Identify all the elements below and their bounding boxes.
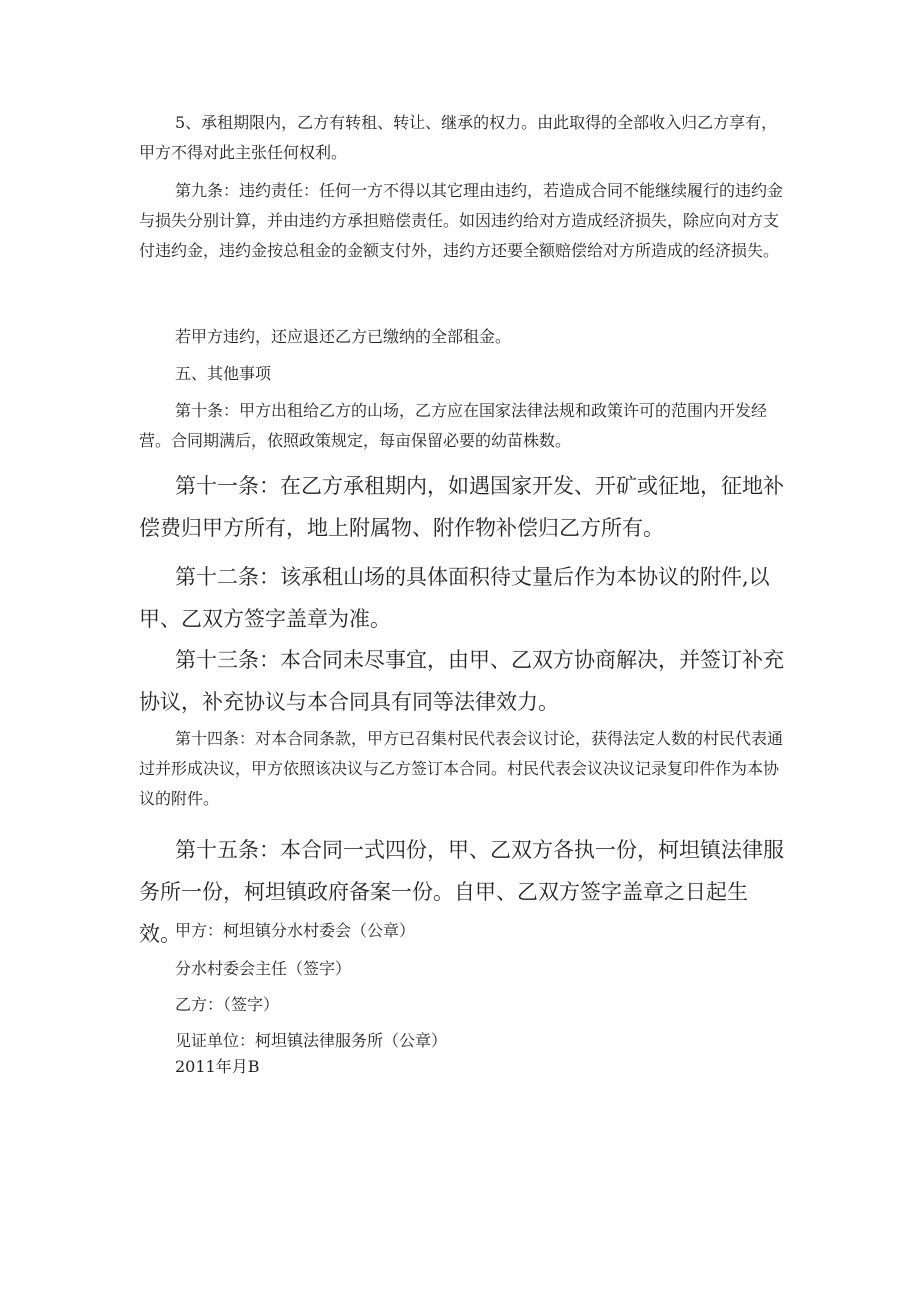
clause-5-paragraph: 5、承租期限内，乙方有转租、转让、继承的权力。由此取得的全部收入归乙方享有，甲方不得对此主张任何权利。 — [139, 113, 778, 162]
party-a-signature-line: 甲方：柯坦镇分水村委会（公章） — [175, 921, 416, 940]
party-b-signature-line: 乙方：（签字） — [175, 995, 280, 1014]
article-13-paragraph: 第十三条：本合同未尽事宜，由甲、乙双方协商解决，并签订补充协议，补充协议与本合同具有同等法律效力。 — [139, 648, 784, 714]
article-14-paragraph: 第十四条：对本合同条款，甲方已召集村民代表会议讨论，获得法定人数的村民代表通过并形成决议，甲方依照该决议与乙方签订本合同。村民代表会议决议记录复印件作为本协议的附件。 — [139, 729, 784, 808]
section-heading-other-matters: 五、其他事项 — [175, 364, 272, 383]
article-15-paragraph: 第十五条：本合同一式四份，甲、乙双方各执一份，柯坦镇法律服务所一份，柯坦镇政府备案一份。自甲、乙双方签字盖章之日起生效。 — [139, 838, 784, 946]
signing-date: 2011年月B — [175, 1057, 260, 1076]
director-signature-line: 分水村委会主任（签字） — [175, 959, 352, 978]
witness-signature-line: 见证单位：柯坦镇法律服务所（公章） — [175, 1031, 448, 1050]
article-12-paragraph: 第十二条：该承租山场的具体面积待丈量后作为本协议的附件,以甲、乙双方签字盖章为准。 — [139, 565, 770, 631]
breach-refund-paragraph: 若甲方违约，还应退还乙方已缴纳的全部租金。 — [175, 327, 512, 346]
article-11-paragraph: 第十一条：在乙方承租期内，如遇国家开发、开矿或征地，征地补偿费归甲方所有，地上附属物、附作物补偿归乙方所有。 — [139, 474, 784, 540]
article-10-paragraph: 第十条：甲方出租给乙方的山场，乙方应在国家法律法规和政策许可的范围内开发经营。合同期满后，依照政策规定，每亩保留必要的幼苗株数。 — [139, 401, 768, 450]
article-9-paragraph: 第九条：违约责任：任何一方不得以其它理由违约，若造成合同不能继续履行的违约金与损失分别计算，并由违约方承担赔偿责任。如因违约给对方造成经济损失，除应向对方支付违约金，违约金按总租金的金额支付外，违约方还要全额赔偿给对方所造成的经济损失。 — [139, 181, 784, 260]
